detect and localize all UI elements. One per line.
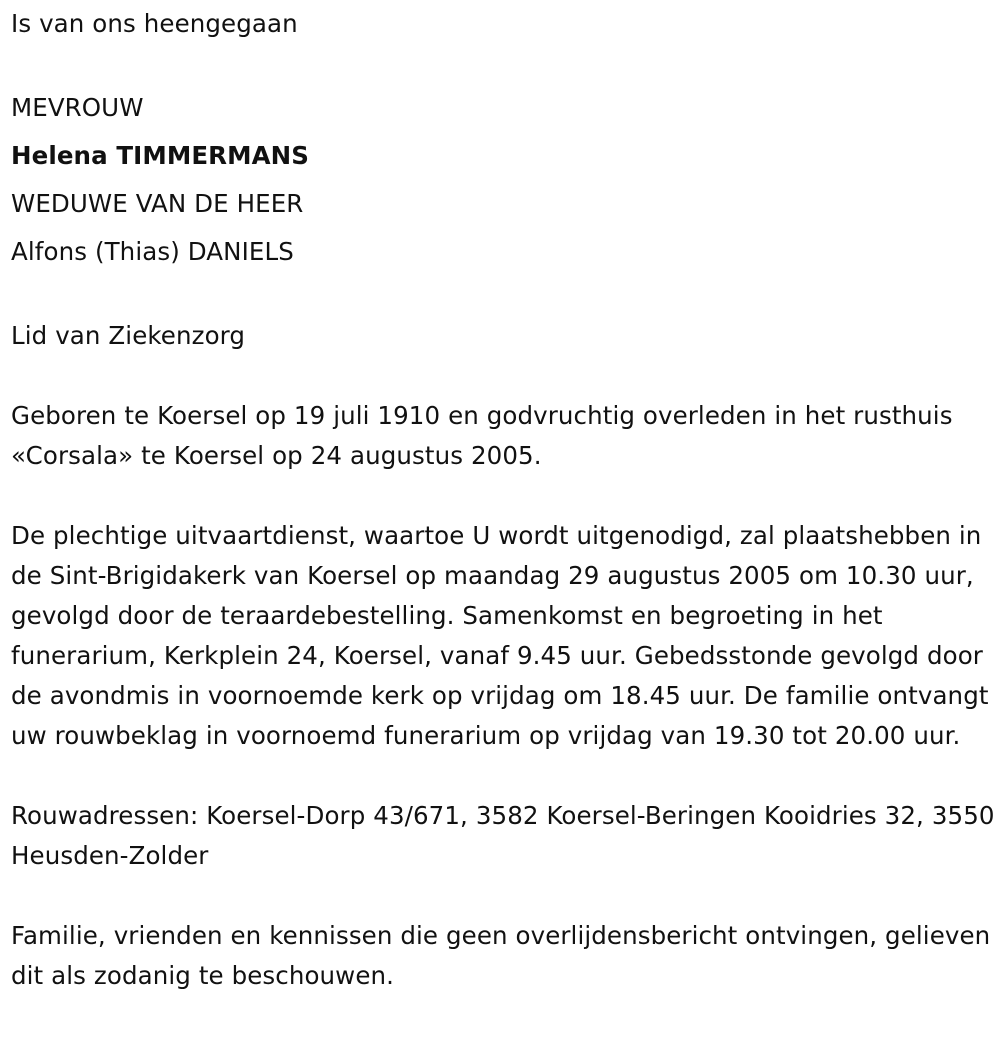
name-block — [11, 84, 996, 276]
spouse-name: Alfons (Thias) DANIELS — [11, 237, 294, 266]
spacer — [11, 876, 996, 916]
addresses-paragraph: Rouwadressen: Koersel-Dorp 43/671, 3582 Koersel-Beringen Kooidries 32, 3550 Heusden-Zolder — [11, 801, 995, 870]
deceased-name: Helena TIMMERMANS — [11, 141, 310, 170]
title-prefix: MEVROUW — [11, 93, 144, 122]
intro-line: Is van ons heengegaan — [11, 9, 298, 38]
spacer — [11, 44, 996, 84]
spacer — [11, 356, 996, 396]
membership-line: Lid van Ziekenzorg — [11, 321, 246, 350]
death-notice — [11, 4, 996, 996]
closing-paragraph: Familie, vrienden en kennissen die geen overlijdensbericht ontvingen, gelieven dit als zodanig te beschouwen. — [11, 921, 991, 990]
spacer — [11, 276, 996, 316]
spacer — [11, 476, 996, 516]
widow-line: WEDUWE VAN DE HEER — [11, 189, 304, 218]
spacer — [11, 756, 996, 796]
funeral-details-paragraph: De plechtige uitvaartdienst, waartoe U wordt uitgenodigd, zal plaatshebben in de Sint-Brigidakerk van Koersel op maandag 29 augustus 2005 om 10.30 uur, gevolgd door de teraardebestelling. Samenkomst en begroeting in het funerarium, Kerkplein 24, Koersel, vanaf 9.45 uur. Gebedsstonde gevolgd door de avondmis in voornoemde kerk op vrijdag om 18.45 uur. De familie ontvangt uw rouwbeklag in voornoemd funerarium op vrijdag van 19.30 tot 20.00 uur. — [11, 521, 989, 750]
birth-death-paragraph: Geboren te Koersel op 19 juli 1910 en godvruchtig overleden in het rusthuis «Corsala» te Koersel op 24 augustus 2005. — [11, 401, 953, 470]
